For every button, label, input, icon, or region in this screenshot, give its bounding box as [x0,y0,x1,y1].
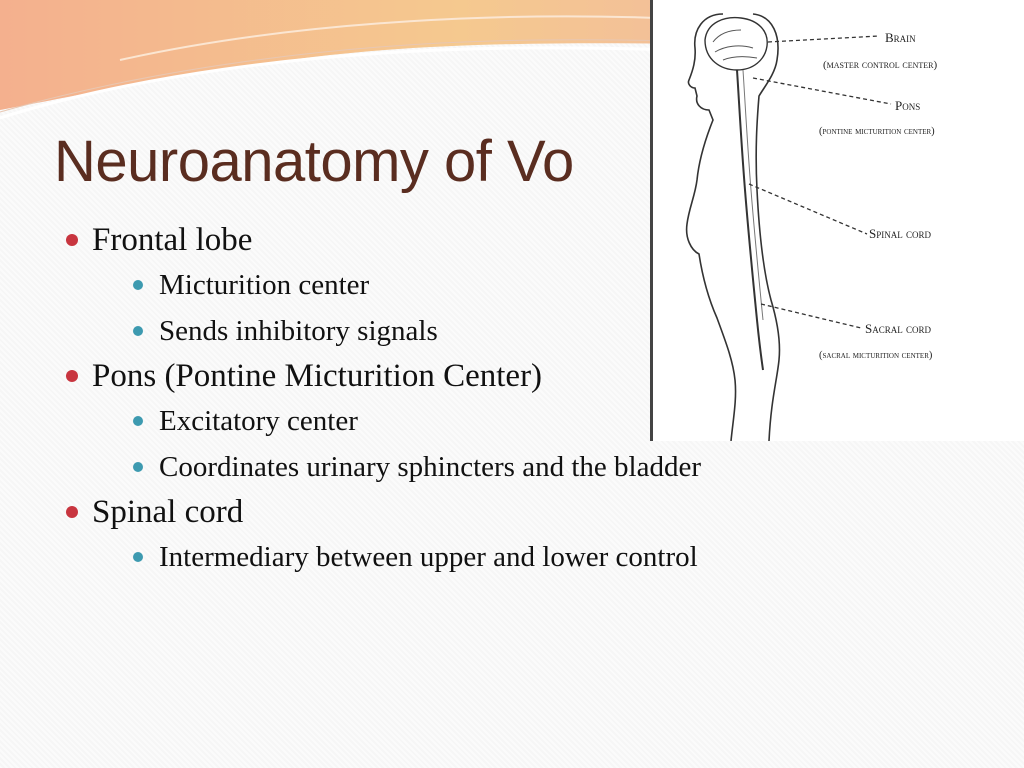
bullet-text: Spinal cord [92,494,244,530]
figure-label-brain: Brain [885,30,916,45]
figure-label-pons: Pons [895,98,921,113]
sub-bullet-text: Sends inhibitory signals [159,315,438,347]
sub-bullet-list [92,534,966,580]
sub-bullet-text: Micturition center [159,269,370,301]
figure-label-pons-note: (pontine micturition center) [819,126,935,137]
body-silhouette [687,14,736,441]
sub-bullet-icon [133,552,143,562]
back-silhouette [753,14,780,441]
sub-bullet-icon [133,462,143,472]
bullet-icon [66,370,78,382]
brain-shape [705,18,767,70]
bullet-text: Pons (Pontine Micturition Center) [92,358,543,394]
sub-bullet-text: Intermediary between upper and lower control [159,541,698,573]
sub-bullet-text: Coordinates urinary sphincters and the bladder [159,451,701,483]
sub-bullet-item [133,534,966,580]
bullet-icon [66,234,78,246]
bullet-text: Frontal lobe [92,222,253,258]
anatomy-figure [650,0,1024,441]
slide-title: Neuroanatomy of Vo [54,129,574,194]
bullet-icon [66,506,78,518]
sub-bullet-item [133,444,966,490]
figure-label-sacral-cord: Sacral cord [865,321,931,336]
figure-label-spinal-cord: Spinal cord [869,226,931,241]
bullet-item [66,490,966,580]
figure-label-brain-note: (master control center) [823,59,938,71]
sub-bullet-icon [133,280,143,290]
figure-label-sacral-note: (sacral micturition center) [819,350,933,361]
sub-bullet-icon [133,326,143,336]
body-outline-figure [653,0,1024,441]
sub-bullet-icon [133,416,143,426]
sub-bullet-text: Excitatory center [159,405,358,437]
